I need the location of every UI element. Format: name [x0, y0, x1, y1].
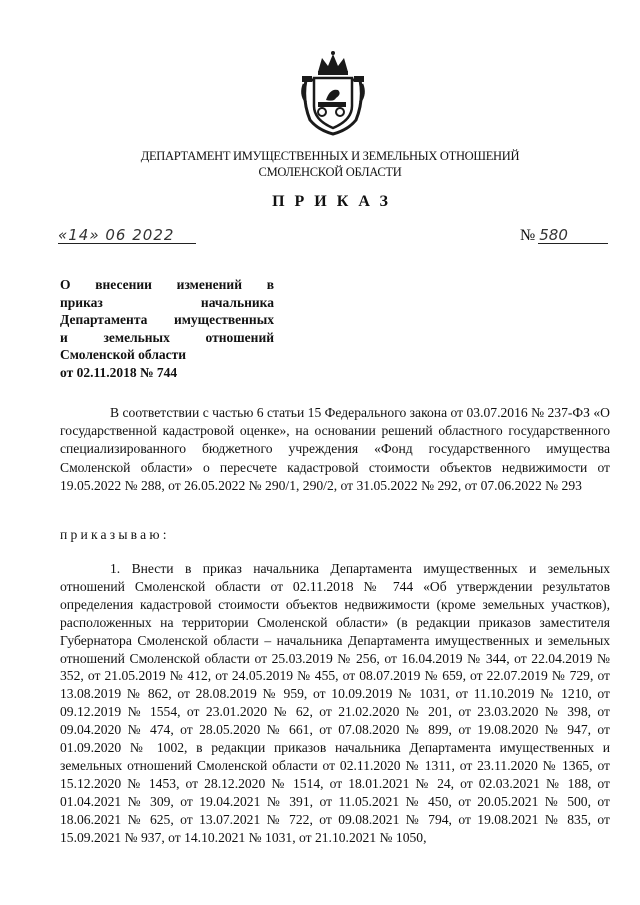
subject-line: Смоленской области	[60, 347, 187, 363]
number-underline	[538, 243, 608, 244]
subject-line: О внесении изменений в	[60, 277, 274, 292]
subject-line: и земельных отношений	[60, 329, 274, 345]
order-date	[58, 226, 208, 245]
subject-line: Департамента имущественных	[60, 312, 274, 328]
department-heading	[90, 148, 570, 180]
decree-word: приказываю:	[60, 527, 170, 542]
order-title: ПРИКАЗ	[272, 193, 398, 210]
order-date-value: «14» 06 2022	[58, 226, 175, 244]
order-number-prefix: №	[520, 227, 536, 244]
order-number	[520, 226, 610, 245]
smolensk-coat-of-arms-icon	[298, 50, 368, 136]
item-1-paragraph: 1. Внести в приказ начальника Департамента имущественных и земельных отношений Смоленской области от 02.11.2018 № 744 «Об утверждении результатов определения кадастровой стоимости объектов недвижимости (кроме земельных участков), расположенных на территории Смоленской области» (в редакции приказов заместителя Губернатора Смоленской области – начальника Департамента имущественных и земельных отношений Смоленской области от 25.03.2019 № 256, от 16.04.2019 № 344, от 22.04.2019 № 352, от 21.05.2019 № 412, от 24.05.2019 № 455, от 08.07.2019 № 659, от 22.07.2019 № 729, от 13.08.2019 № 862, от 28.08.2019 № 959, от 10.09.2019 № 1031, от 11.10.2019 № 1210, от 09.12.2019 № 1554, от 23.01.2020 № 62, от 21.02.2020 № 201, от 23.03.2020 № 398, от 09.04.2020 № 474, от 28.05.2020 № 661, от 07.08.2020 № 899, от 19.08.2020 № 947, от 01.09.2020 № 1002, в редакции приказов начальника Департамента имущественных и земельных отношений Смоленской области от 02.11.2020 № 1311, от 23.11.2020 № 1365, от 15.12.2020 № 1453, от 28.12.2020 № 1514, от 18.01.2021 № 24, от 02.03.2021 № 188, от 01.04.2021 № 309, от 19.04.2021 № 391, от 11.05.2021 № 450, от 20.05.2021 № 500, от 18.06.2021 № 625, от 13.07.2021 № 722, от 09.08.2021 № 794, от 19.08.2021 № 835, от 15.09.2021 № 937, от 14.10.2021 № 1031, от 21.10.2021 № 1050,	[60, 561, 610, 845]
region-name: СМОЛЕНСКОЙ ОБЛАСТИ	[258, 165, 402, 179]
department-name: ДЕПАРТАМЕНТ ИМУЩЕСТВЕННЫХ И ЗЕМЕЛЬНЫХ ОТНОШЕНИЙ	[140, 149, 520, 163]
order-subject	[60, 276, 274, 382]
preamble-paragraph: В соответствии с частью 6 статьи 15 Федерального закона от 03.07.2016 № 237-ФЗ «О государственной кадастровой оценке», на основании решений областного государственного специализированного бюджетного учреждения «Фонд государственного имущества Смоленской области» о пересчете кадастровой стоимости объектов недвижимости от 19.05.2022 № 288, от 26.05.2022 № 290/1, 290/2, от 31.05.2022 № 292, от 07.06.2022 № 293	[60, 405, 610, 493]
order-number-value: 580	[539, 226, 568, 244]
date-underline	[58, 243, 196, 244]
subject-line: от 02.11.2018 № 744	[60, 364, 178, 380]
subject-line: приказ начальника	[60, 294, 274, 310]
